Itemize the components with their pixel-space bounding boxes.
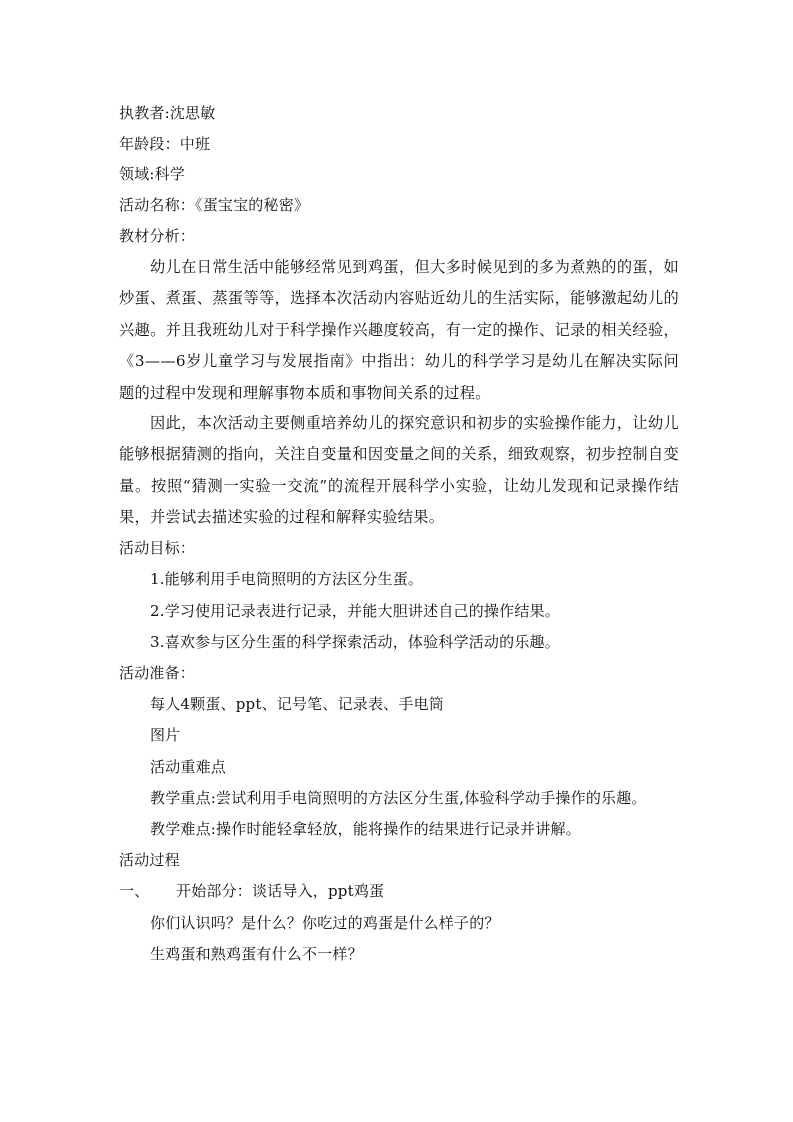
teaching-key-point: 教学重点:尝试利用手电筒照明的方法区分生蛋,体验科学动手操作的乐趣。 — [150, 789, 647, 807]
goal-item-2: 2.学习使用记录表进行记录，并能大胆讲述自己的操作结果。 — [150, 602, 560, 620]
material-analysis-paragraph-1: 幼儿在日常生活中能够经常见到鸡蛋，但大多时候见到的多为煮熟的的蛋，如炒蛋、煮蛋、蒸蛋等等，选择本次活动内容贴近幼儿的生活实际，能够激起幼儿的兴趣。并且我班幼儿对于科学操作兴趣度较高，有一定的操作、记录的相关经验，《3——6岁儿童学习与发展指南》中指出：幼儿的科学学习是幼儿在解决实际问题的过程中发现和理解事物本质和事物间关系的过程。 — [119, 258, 679, 402]
process-part1-title: 开始部分：谈话导入，ppt鸡蛋 — [176, 882, 385, 900]
teacher-line: 执教者:沈思敏 — [119, 104, 216, 122]
preparation-picture: 图片 — [150, 726, 181, 744]
goal-item-1: 1.能够利用手电筒照明的方法区分生蛋。 — [150, 570, 424, 588]
material-analysis-heading: 教材分析： — [119, 227, 196, 245]
goal-item-3: 3.喜欢参与区分生蛋的科学探索活动，体验科学活动的乐趣。 — [150, 633, 560, 651]
activity-name-line: 活动名称：《蛋宝宝的秘密》 — [119, 196, 310, 214]
key-points-heading: 活动重难点 — [150, 758, 227, 776]
material-analysis-paragraph-2: 因此，本次活动主要侧重培养幼儿的探究意识和初步的实验操作能力，让幼儿能够根据猜测的指向，关注自变量和因变量之间的关系，细致观察，初步控制自变量。按照“猜测一实验一交流”的流程开展科学小实验，让幼儿发现和记录操作结果，并尝试去描述实验的过程和解释实验结果。 — [119, 414, 679, 527]
age-group-line: 年龄段：中班 — [119, 135, 211, 153]
domain-line: 领域:科学 — [119, 165, 186, 183]
process-heading: 活动过程 — [119, 851, 180, 869]
preparation-materials: 每人4颗蛋、ppt、记号笔、记录表、手电筒 — [150, 695, 444, 713]
process-question-2: 生鸡蛋和熟鸡蛋有什么不一样？ — [150, 945, 363, 963]
process-question-1: 你们认识吗？是什么？你吃过的鸡蛋是什么样子的？ — [150, 914, 500, 932]
preparation-heading: 活动准备： — [119, 664, 196, 682]
goals-heading: 活动目标： — [119, 539, 196, 557]
teaching-difficulty: 教学难点:操作时能轻拿轻放，能将操作的结果进行记录并讲解。 — [150, 820, 581, 838]
process-part1-number: 一、 — [119, 882, 150, 900]
